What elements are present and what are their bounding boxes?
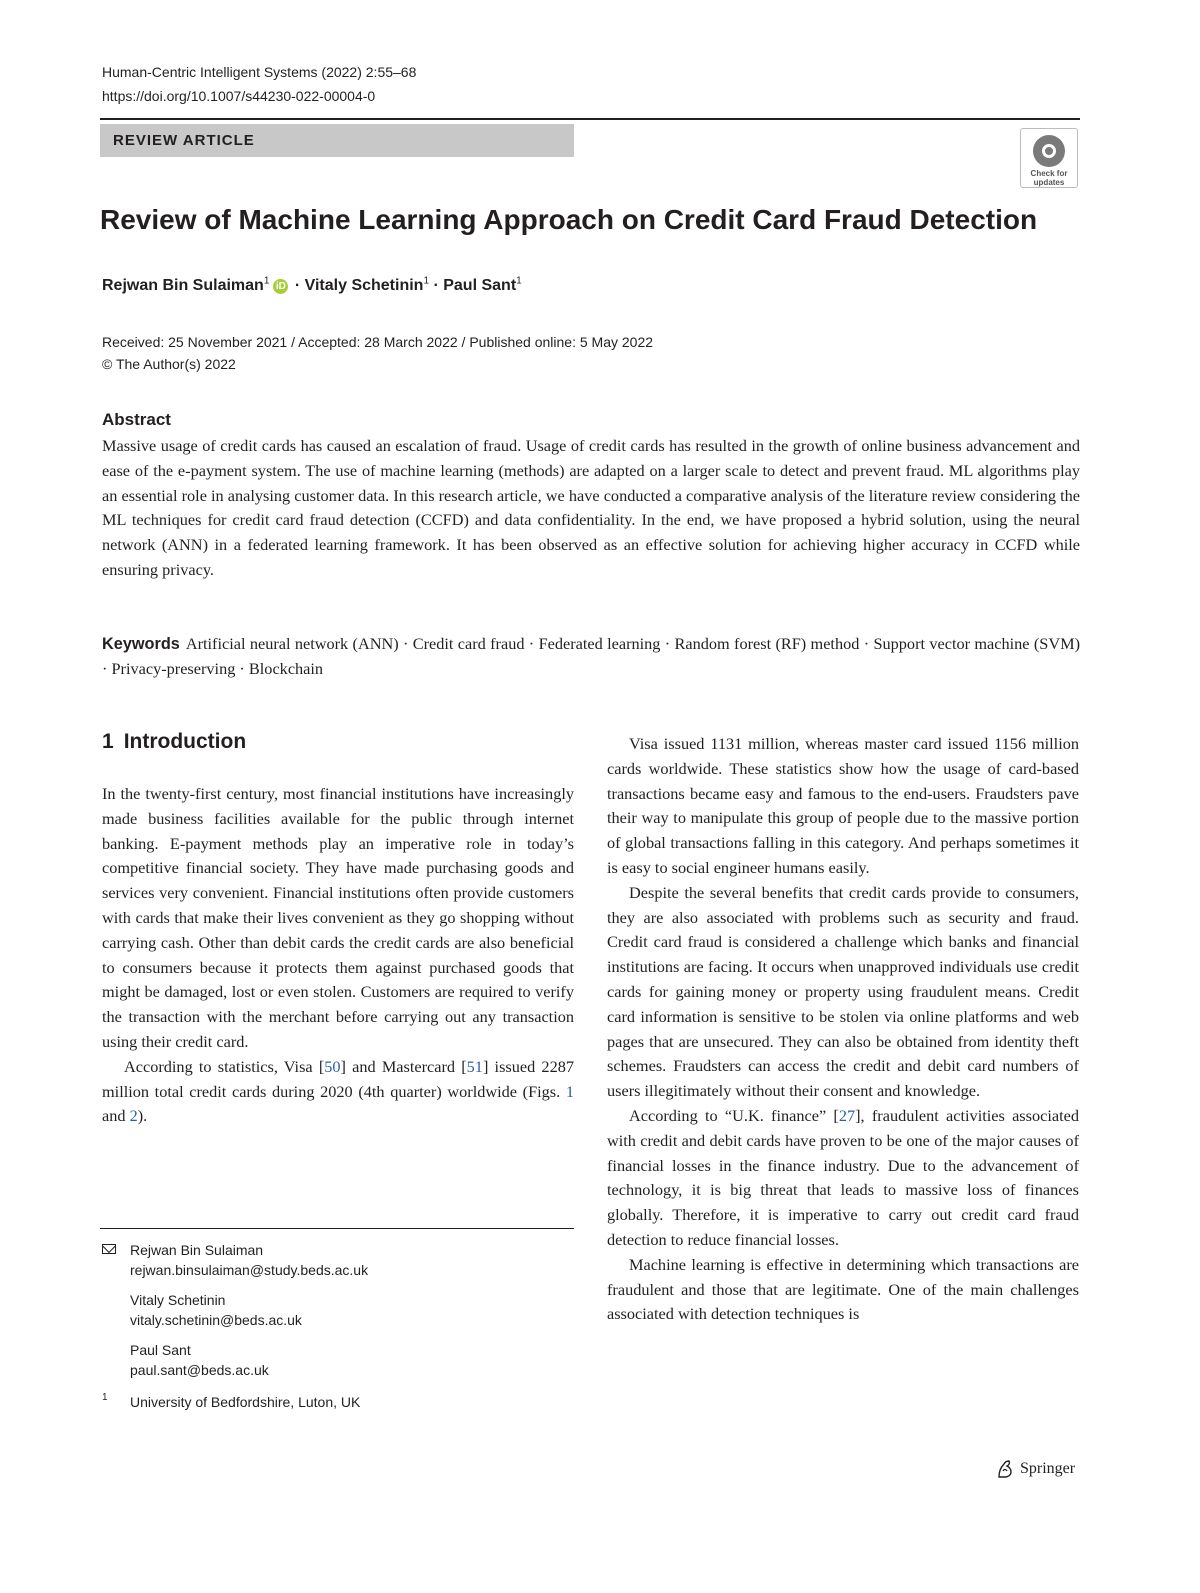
author-contact-entry <box>102 1290 574 1330</box>
body-paragraph: Machine learning is effective in determining which transactions are fraudulent and those that are legitimate. One of the main challenges associated with detection techniques is <box>607 1254 1079 1324</box>
abstract-heading: Abstract <box>102 410 171 429</box>
citation-link[interactable]: 51 <box>466 1056 483 1076</box>
contact-email[interactable]: vitaly.schetinin@beds.ac.uk <box>130 1312 302 1328</box>
orcid-icon[interactable]: iD <box>273 279 288 294</box>
body-paragraph: According to statistics, Visa [50] and Mastercard [51] issued 2287 million total credit cards during 2020 (4th quarter) worldwide (Figs. 1 and 2). <box>102 1056 574 1126</box>
header-rule <box>100 118 1080 120</box>
check-for-updates-badge[interactable] <box>1020 128 1078 188</box>
crossmark-label: Check for updates <box>1030 169 1068 187</box>
paper-title: Review of Machine Learning Approach on Credit Card Fraud Detection <box>100 204 1038 235</box>
section-number: 1 <box>102 730 114 753</box>
keywords-block <box>102 632 1080 682</box>
figure-link[interactable]: 1 <box>565 1081 574 1101</box>
author-affiliation-marker: 1 <box>516 275 522 287</box>
author-separator: · <box>290 277 305 294</box>
figure-link[interactable]: 2 <box>129 1106 138 1126</box>
crossmark-icon <box>1033 135 1065 167</box>
author-contact-entry <box>102 1340 574 1380</box>
right-column <box>607 732 1079 1327</box>
copyright-notice: © The Author(s) 2022 <box>102 356 236 372</box>
body-paragraph: Visa issued 1131 million, whereas master card issued 1156 million cards worldwide. These statistics show how the usage of card-based transactions became easy and famous to the end-users. Fraudsters pave their way to manipulate this group of people due to the massive portion of global transactions falling in this category. And perhaps sometimes it is easy to social engineer humans easily. <box>607 734 1079 877</box>
author-separator: · <box>429 277 444 294</box>
body-paragraph: Despite the several benefits that credit cards provide to consumers, they are also associated with problems such as security and fraud. Credit card fraud is considered a challenge which banks and financial institutions are facing. It occurs when unapproved individuals use credit cards for gaining money or property using fraudulent means. Credit card information is sensitive to be stolen via online platforms and web pages that are unsecured. They can also be obtained from identity theft schemes. Fraudsters can access the credit and debit card numbers of users illegitimately without their consent and knowledge. <box>607 882 1079 1101</box>
author-name[interactable]: Vitaly Schetinin <box>304 277 424 294</box>
body-paragraph: According to “U.K. finance” [27], fraudulent activities associated with credit and debit cards have proven to be one of the major causes of financial losses in the finance industry. Due to the advancement of technology, it is big threat that leads to massive loss of finances globally. Therefore, it is imperative to carry out credit card fraud detection to reduce financial losses. <box>607 1105 1079 1249</box>
doi-link[interactable]: https://doi.org/10.1007/s44230-022-00004-0 <box>102 88 376 104</box>
keywords-list: Artificial neural network (ANN) · Credit card fraud · Federated learning · Random forest (RF) method · Support vector machine (SVM) · Privacy-preserving · Blockchain <box>102 634 1080 678</box>
body-paragraph: In the twenty-first century, most financial institutions have increasingly made business facilities available for the public through internet banking. E-payment methods play an imperative role in today’s competitive financial society. They have made purchasing goods and services very convenient. Financial institutions often provide customers with cards that make their lives convenient as they go shopping without carrying cash. Other than debit cards the credit cards are also beneficial to consumers because it protects them against purchased goods that might be damaged, lost or even stolen. Customers are required to verify the transaction with the merchant before carrying out any transaction using their credit card. <box>102 784 574 1051</box>
left-column <box>102 782 574 1129</box>
author-list <box>102 277 522 295</box>
corresponding-author-entry <box>102 1240 574 1280</box>
author-name[interactable]: Paul Sant <box>443 277 517 294</box>
envelope-icon <box>102 1244 116 1254</box>
section-heading-introduction <box>102 730 246 754</box>
author-affiliation-marker: 1 <box>423 275 430 287</box>
affiliation-marker: 1 <box>102 1392 108 1403</box>
contact-name: Vitaly Schetinin <box>130 1292 226 1308</box>
contact-name: Rejwan Bin Sulaiman <box>130 1242 264 1258</box>
section-title: Introduction <box>123 730 247 753</box>
citation-link[interactable]: 27 <box>838 1105 856 1125</box>
author-footnote <box>102 1240 574 1422</box>
journal-citation: Human-Centric Intelligent Systems (2022) 2:55–68 <box>102 64 417 80</box>
affiliation-text: University of Bedfordshire, Luton, UK <box>130 1394 361 1410</box>
author-name[interactable]: Rejwan Bin Sulaiman <box>102 277 264 294</box>
contact-name: Paul Sant <box>130 1342 191 1358</box>
author-affiliation-marker: 1 <box>263 275 270 287</box>
affiliation-entry <box>102 1392 574 1412</box>
springer-horse-icon <box>996 1459 1014 1479</box>
article-type-label: REVIEW ARTICLE <box>113 132 255 149</box>
footnote-rule <box>100 1228 574 1229</box>
citation-link[interactable]: 50 <box>324 1056 341 1076</box>
abstract-text: Massive usage of credit cards has caused an escalation of fraud. Usage of credit cards has resulted in the growth of online business advancement and ease of the e-payment system. The use of machine learning (methods) are adapted on a larger scale to detect and prevent fraud. ML algorithms play an essential role in analysing customer data. In this research article, we have conducted a comparative analysis of the literature review considering the ML techniques for credit card fraud detection (CCFD) and data confidentiality. In the end, we have proposed a hybrid solution, using the neural network (ANN) in a federated learning framework. It has been observed as an effective solution for achieving higher accuracy in CCFD while ensuring privacy. <box>102 436 1080 579</box>
publisher-name: Springer <box>1020 1460 1076 1477</box>
contact-email[interactable]: paul.sant@beds.ac.uk <box>130 1362 269 1378</box>
article-type-banner <box>100 124 574 157</box>
contact-email[interactable]: rejwan.binsulaiman@study.beds.ac.uk <box>130 1262 369 1278</box>
keywords-label: Keywords <box>102 635 180 653</box>
publisher-logo <box>996 1459 1075 1479</box>
publication-dates: Received: 25 November 2021 / Accepted: 28 March 2022 / Published online: 5 May 2022 <box>102 334 654 350</box>
